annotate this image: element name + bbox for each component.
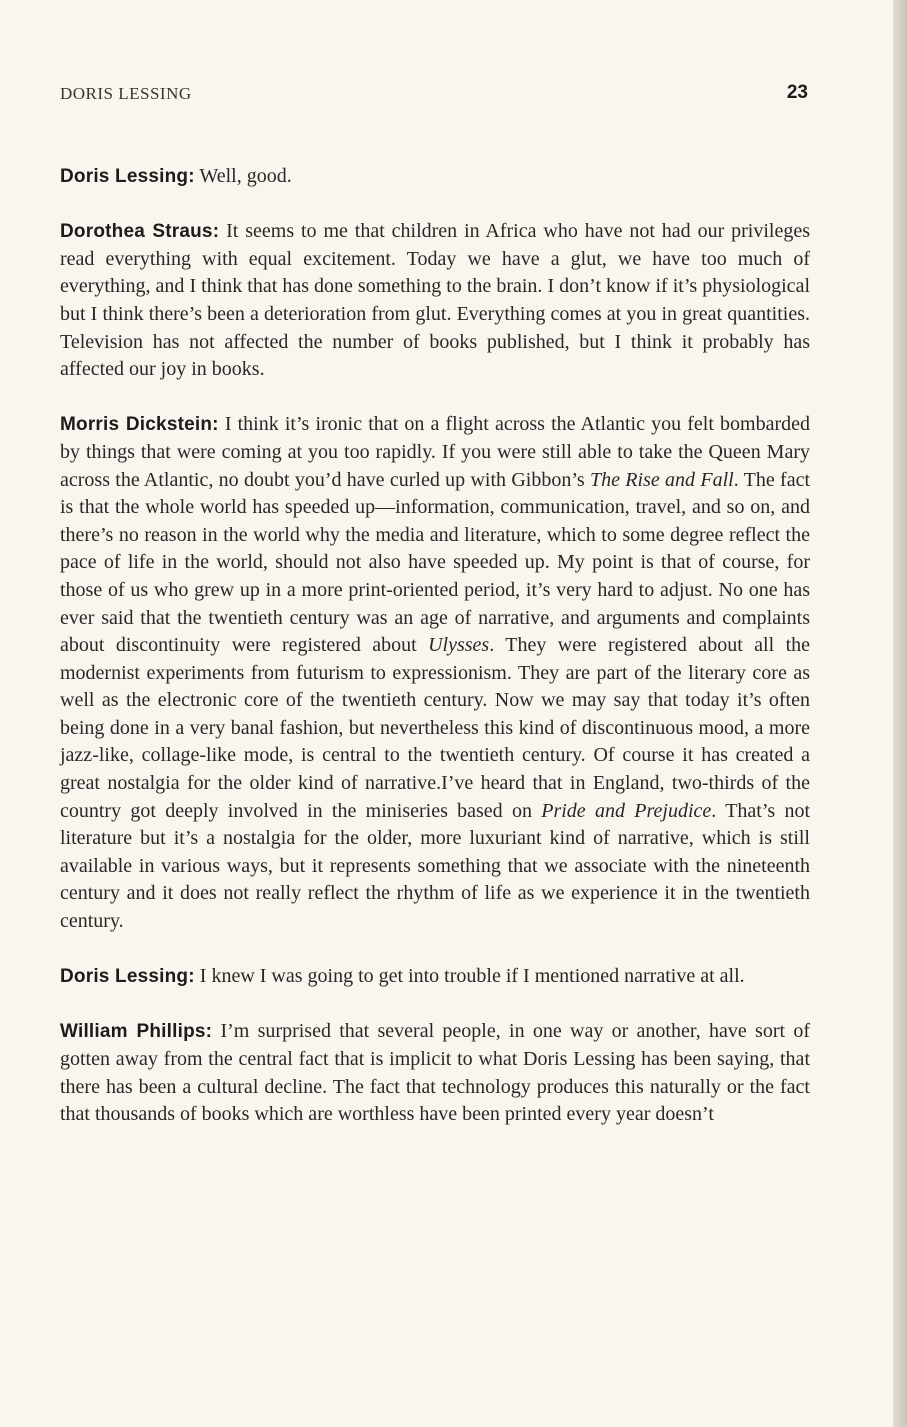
speech-text	[60, 220, 810, 380]
book-title: The Rise and Fall	[589, 468, 734, 491]
speaker-name: William Phillips:	[60, 1021, 213, 1043]
speaker-name: Doris Lessing:	[60, 166, 195, 187]
book-title: Pride and Prejudice	[541, 799, 712, 822]
speech-text	[60, 413, 810, 932]
speaker-name: Doris Lessing:	[60, 966, 195, 988]
speech-segment: I think it’s ironic that on a flight across the Atlantic you felt bombarded by things that were coming at you too rapidly. If you were still able to take the Queen Mary across the Atlantic, no doubt you’d have curled up with Gibbon’s	[60, 413, 810, 491]
speech-segment: I’m surprised that several people, in one way or another, have sort of gotten away from the central fact that is implicit to what Doris Lessing has been saying, that there has been a cultural decline. The fact that technology produces this naturally or the fact that thousands of books which are worthless have been printed every year doesn’t	[60, 1020, 810, 1126]
dialogue-turn	[60, 218, 810, 384]
speech-segment: I knew I was going to get into trouble if I mentioned narrative at all.	[199, 965, 745, 988]
dialogue-turn	[60, 1018, 810, 1128]
speech-segment: Well, good.	[199, 165, 292, 187]
transcript-body	[60, 163, 810, 1156]
dialogue-turn	[60, 411, 810, 935]
page-header	[60, 84, 808, 108]
page-edge-shadow	[893, 0, 907, 1427]
speaker-name: Morris Dickstein:	[60, 414, 219, 436]
dialogue-turn	[60, 963, 810, 991]
speech-segment: . The fact is that the whole world has speeded up—information, communication, travel, and so on, and there’s no reason in the world why the media and literature, which to some degree reflect the pace of life in the world, should not also have speeded up. My point is that of course, for those of us who grew up in a more print-oriented period, it’s very hard to adjust. No one has ever said that the twentieth century was an age of narrative, and arguments and complaints about discontinuity were registered about	[60, 468, 811, 657]
speech-text	[200, 965, 745, 987]
dialogue-turn	[60, 163, 810, 191]
speech-segment: . That’s not literature but it’s a nostalgia for the older, more luxuriant kind of narrative, which is still available in various ways, but it represents something that we associate with the nineteenth century and it does not really reflect the rhythm of life as we experience it in the twentieth century.	[60, 799, 811, 933]
speech-text	[199, 165, 291, 187]
speaker-name: Dorothea Straus:	[60, 221, 220, 243]
page-number: 23	[786, 82, 808, 103]
book-title: Ulysses	[428, 634, 490, 657]
speech-segment: It seems to me that children in Africa who have not had our privileges read everything with equal excitement. Today we have a glut, we have too much of everything, and I think that has done something to the brain. I don’t know if it’s physiological but I think there’s been a deterioration from glut. Everything comes at you in great quantities. Television has not affected the number of books published, but I think it probably has affected our joy in books.	[60, 220, 810, 381]
running-head: DORIS LESSING	[60, 84, 192, 103]
speech-segment: . They were registered about all the modernist experiments from futurism to expressionism. They are part of the literary core as well as the electronic core of the twentieth century. Now we may say that today it’s often being done in a very banal fashion, but nevertheless this kind of discontinuous mood, a more jazz-like, collage-like mode, is central to the twentieth century. Of course it has created a great nostalgia for the older kind of narrative.I’ve heard that in England, two-thirds of the country got deeply involved in the miniseries based on	[60, 634, 811, 822]
